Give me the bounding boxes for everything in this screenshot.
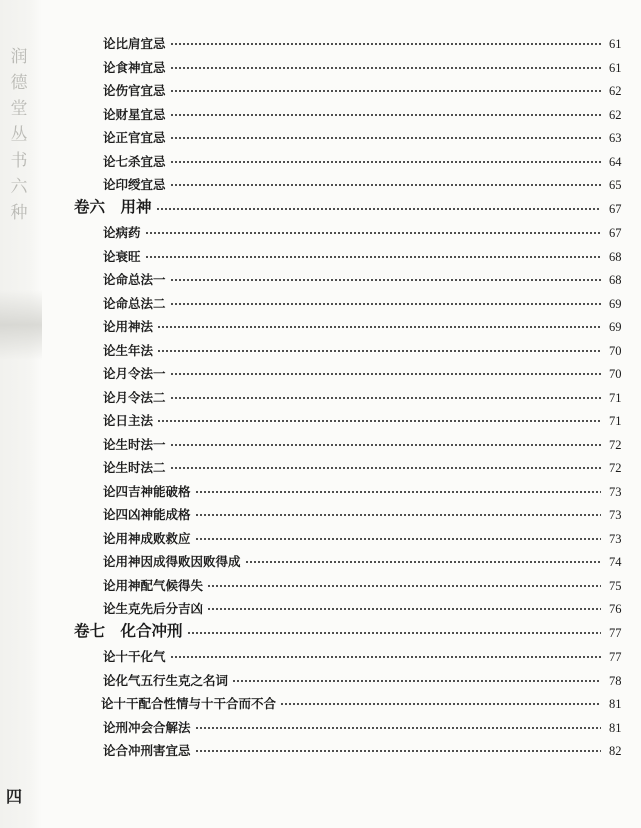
page-ref: 62 (609, 107, 622, 122)
page-ref: 61 (609, 37, 622, 51)
dot-leader (170, 371, 601, 377)
toc-entry-row (0, 243, 641, 265)
toc-entry-row (0, 290, 641, 312)
entry-title: 论印绶宜忌 (103, 177, 166, 192)
page-ref: 73 (609, 531, 622, 546)
toc-entry-row (0, 407, 641, 429)
toc-entry-row (0, 478, 641, 500)
entry-title: 论财星宜忌 (103, 106, 166, 122)
dot-leader (195, 725, 601, 731)
page-ref: 67 (609, 226, 622, 240)
page-ref: 75 (609, 578, 622, 593)
chapter-title: 卷七 化合冲刑 (74, 621, 183, 640)
toc-entry-row (0, 54, 641, 76)
dot-leader (170, 465, 601, 471)
chapter-title: 卷六 用神 (74, 197, 152, 216)
series-char: 德 (10, 73, 28, 93)
page-ref: 72 (609, 437, 622, 452)
entry-title: 论日主法 (103, 413, 154, 428)
entry-title: 论衰旺 (103, 248, 141, 264)
dot-leader (170, 654, 601, 660)
page-ref: 68 (609, 273, 622, 287)
dot-leader (170, 277, 601, 283)
dot-leader (195, 536, 601, 542)
toc-entry-row (0, 360, 641, 382)
page-ref: 68 (609, 249, 622, 264)
toc-entry-row (0, 266, 641, 288)
series-char: 丛 (10, 125, 28, 145)
entry-title: 论月令法二 (103, 389, 166, 405)
page-ref: 73 (609, 508, 622, 522)
dot-leader (157, 418, 601, 424)
entry-title: 论病药 (103, 225, 141, 240)
toc-chapter-row (0, 619, 641, 641)
entry-title: 论用神配气候得失 (103, 577, 204, 593)
dot-leader (170, 442, 601, 448)
toc-entry-row (0, 337, 641, 359)
dot-leader (170, 112, 601, 118)
toc-entry-row (0, 501, 641, 523)
dot-leader (232, 678, 601, 684)
page-ref: 62 (609, 84, 622, 98)
entry-title: 论命总法一 (103, 272, 166, 287)
entry-title: 论比肩宜忌 (103, 36, 166, 51)
toc-entry-row (0, 548, 641, 570)
toc-entry-row (0, 454, 641, 476)
toc-entry-row (0, 384, 641, 406)
page-ref: 67 (609, 202, 622, 216)
page-ref: 76 (609, 602, 622, 616)
entry-title: 论食神宜忌 (103, 59, 166, 75)
toc-entry-row (0, 714, 641, 736)
dot-leader (170, 41, 601, 47)
entry-title: 论伤官宜忌 (103, 83, 166, 98)
toc-entry-row (0, 313, 641, 335)
page-ref: 70 (609, 343, 622, 358)
page-ref: 77 (609, 626, 622, 640)
entry-title: 论四吉神能破格 (103, 483, 191, 499)
series-char: 堂 (10, 99, 28, 119)
dot-leader (156, 206, 601, 212)
page-ref: 77 (609, 650, 622, 664)
page-ref: 69 (609, 320, 622, 334)
dot-leader (170, 301, 601, 307)
dot-leader (280, 701, 601, 707)
entry-title: 论用神因成得败因败得成 (103, 554, 241, 569)
dot-leader (245, 559, 601, 565)
series-char: 种 (10, 203, 28, 223)
entry-title: 论用神成败救应 (103, 530, 191, 546)
series-char: 六 (10, 177, 28, 197)
toc-entry-row (0, 525, 641, 547)
dot-leader (195, 748, 601, 754)
dot-leader (170, 182, 601, 188)
page-ref: 69 (609, 296, 622, 311)
entry-title: 论合冲刑害宜忌 (103, 743, 191, 758)
toc-entry-row (0, 101, 641, 123)
toc-entry-row (0, 737, 641, 759)
entry-title: 论生时法二 (103, 460, 166, 475)
page-ref: 82 (609, 744, 622, 758)
dot-leader (157, 324, 601, 330)
entry-title: 论用神法 (103, 319, 154, 334)
toc-entry-row (0, 77, 641, 99)
toc-entry-row (0, 30, 641, 52)
dot-leader (195, 512, 601, 518)
toc-entry-row (0, 667, 641, 689)
toc-entry-row (0, 595, 641, 617)
entry-title: 论生时法一 (103, 436, 166, 452)
toc-entry-row (0, 171, 641, 193)
dot-leader (170, 395, 601, 401)
toc-entry-row (0, 690, 641, 712)
series-char: 润 (10, 47, 28, 67)
page-ref: 81 (609, 721, 622, 735)
toc-entry-row (0, 572, 641, 594)
dot-leader (157, 348, 601, 354)
page-ref: 81 (609, 697, 622, 711)
page-ref: 74 (609, 555, 622, 569)
entry-title: 论十干配合性情与十干合而不合 (101, 696, 277, 711)
dot-leader (170, 135, 601, 141)
series-char: 书 (10, 151, 28, 171)
page-ref: 61 (609, 60, 622, 75)
entry-title: 论月令法一 (103, 366, 166, 381)
page-ref: 64 (609, 154, 622, 169)
dot-leader (207, 583, 601, 589)
dot-leader (145, 254, 601, 260)
dot-leader (207, 606, 601, 612)
page-ref: 65 (609, 178, 622, 192)
page-ref: 71 (609, 390, 622, 405)
dot-leader (170, 65, 601, 71)
toc-entry-row (0, 219, 641, 241)
toc-entry-row (0, 148, 641, 170)
entry-title: 论刑冲会合解法 (103, 720, 191, 735)
toc-entry-row (0, 431, 641, 453)
dot-leader (170, 159, 601, 165)
entry-title: 论七杀宜忌 (103, 153, 166, 169)
entry-title: 论正官宜忌 (103, 130, 166, 145)
page-ref: 72 (609, 461, 622, 475)
entry-title: 论四凶神能成格 (103, 507, 191, 522)
page-ref: 71 (609, 414, 622, 428)
page-number: 四 (6, 787, 23, 806)
entry-title: 论生克先后分吉凶 (103, 601, 204, 616)
page-ref: 63 (609, 131, 622, 145)
entry-title: 论生年法 (103, 342, 154, 358)
page-ref: 70 (609, 367, 622, 381)
dot-leader (145, 230, 601, 236)
entry-title: 论命总法二 (103, 295, 166, 311)
page-ref: 78 (609, 673, 622, 688)
dot-leader (195, 489, 601, 495)
dot-leader (187, 630, 601, 636)
toc-entry-row (0, 124, 641, 146)
dot-leader (170, 88, 601, 94)
entry-title: 论十干化气 (103, 649, 166, 664)
toc-entry-row (0, 643, 641, 665)
toc-chapter-row (0, 195, 641, 217)
page-ref: 73 (609, 484, 622, 499)
entry-title: 论化气五行生克之名词 (103, 672, 229, 688)
